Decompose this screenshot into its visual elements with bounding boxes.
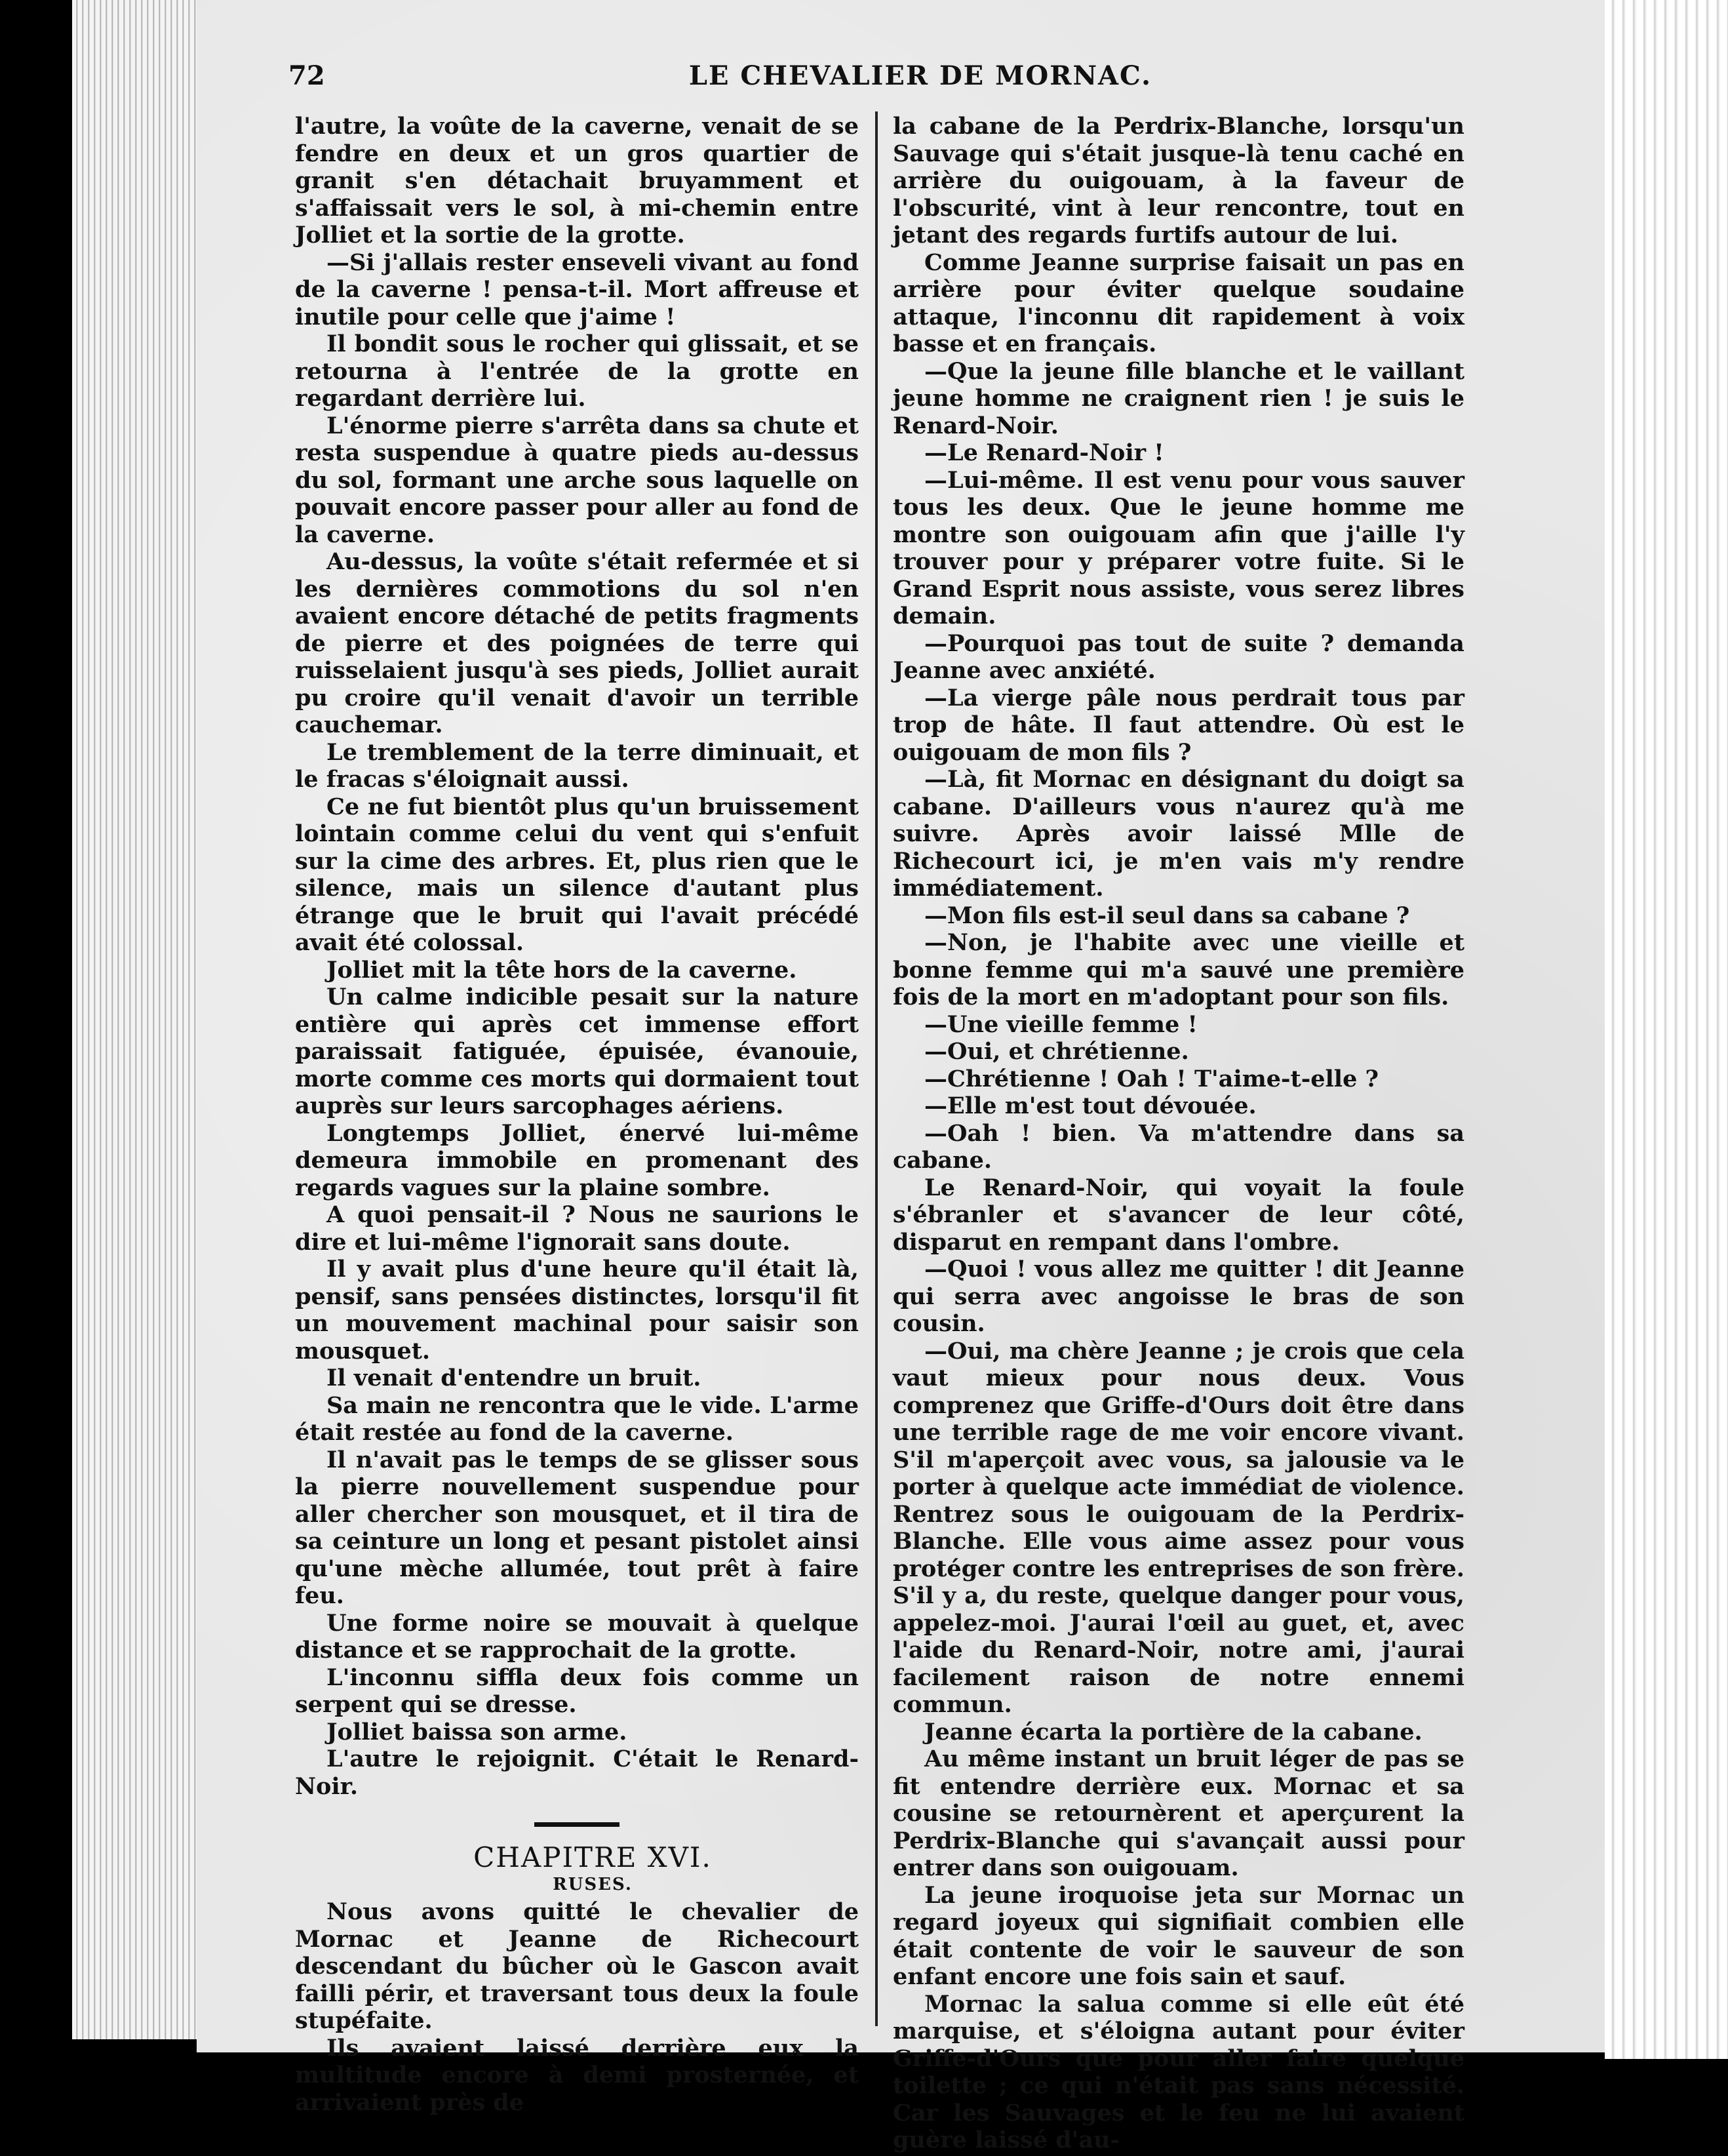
left-paragraphs-after [295, 1898, 859, 2116]
chapter-rule [534, 1822, 619, 1827]
paragraph: l'autre, la voûte de la caverne, venait de se fendre en deux et un gros quartier de granit s'en détachait bruyamment et s'affaissait vers le sol, à mi-chemin entre Jolliet et la sortie de la grotte. [295, 113, 859, 249]
paragraph: Jeanne écarta la portière de la cabane. [924, 1718, 1423, 1746]
page-edges [72, 0, 203, 2039]
left-paragraphs-before [295, 113, 859, 1800]
paragraph: Une forme noire se mouvait à quelque distance et se rapprochait de la grotte. [295, 1609, 859, 1664]
paragraph: L'autre le rejoignit. C'était le Renard-Noir. [295, 1746, 859, 1800]
paragraph: La jeune iroquoise jeta sur Mornac un regard joyeux qui signifiait combien elle était contente de voir le sauveur de son enfant encore une fois sain et sauf. [893, 1881, 1464, 1990]
paragraph: —Oui, et chrétienne. [924, 1038, 1189, 1065]
paragraph: —Le Renard-Noir ! [924, 439, 1164, 466]
paragraph: —Mon fils est-il seul dans sa cabane ? [924, 902, 1410, 929]
paragraph: Le Renard-Noir, qui voyait la foule s'ébranler et s'avancer de leur côté, disparut en rempant dans l'ombre. [893, 1174, 1464, 1256]
paragraph: —Une vieille femme ! [924, 1010, 1198, 1038]
next-page-edge [1605, 0, 1728, 2059]
paragraph: la cabane de la Perdrix-Blanche, lorsqu'un Sauvage qui s'était jusque-là tenu caché en arrière du ouigouam, à la faveur de l'obscurité, vint à leur rencontre, tout en jetant des regards furtifs autour de lui. [893, 113, 1464, 249]
paragraph: A quoi pensait-il ? Nous ne saurions le dire et lui-même l'ignorait sans doute. [295, 1201, 859, 1256]
paragraph: L'inconnu siffla deux fois comme un serpent qui se dresse. [295, 1664, 859, 1718]
paragraph: —Non, je l'habite avec une vieille et bonne femme qui m'a sauvé une première fois de la mort en m'adoptant pour son fils. [893, 929, 1464, 1010]
paragraph: Un calme indicible pesait sur la nature entière qui après cet immense effort paraissait fatiguée, épuisée, évanouie, morte comme ces morts qui dormaient tout auprès sur leurs sarcophages aériens. [295, 984, 859, 1119]
section-title: RUSES. [553, 1874, 633, 1894]
paragraph: Mornac la salua comme si elle eût été marquise, et s'éloigna autant pour éviter Griffe-d'Ours que pour aller faire quelque toilette ; ce qui n'était pas sans nécessité. Car les Sauvages et le feu ne lui avaient guère laissé d'au- [893, 1990, 1464, 2153]
paragraph: Ce ne fut bientôt plus qu'un bruissement lointain comme celui du vent qui s'enfuit sur la cime des arbres. Et, plus rien que le silence, mais un silence d'autant plus étrange que le bruit qui l'avait précédé avait été colossal. [295, 793, 859, 956]
page-number: 72 [288, 60, 325, 91]
right-paragraphs [893, 113, 1464, 2154]
paragraph: Longtemps Jolliet, énervé lui-même demeura immobile en promenant des regards vagues sur la plaine sombre. [295, 1119, 859, 1201]
paragraph: Jolliet baissa son arme. [326, 1718, 627, 1746]
paragraph: —Lui-même. Il est venu pour vous sauver tous les deux. Que le jeune homme me montre son ouigouam afin que j'aille l'y trouver pour y préparer votre fuite. Si le Grand Esprit nous assiste, vous serez libres demain. [893, 466, 1464, 629]
paragraph: —La vierge pâle nous perdrait tous par trop de hâte. Il faut attendre. Où est le ouigouam de mon fils ? [893, 684, 1464, 766]
paragraph: —Pourquoi pas tout de suite ? demanda Jeanne avec anxiété. [893, 629, 1464, 684]
paragraph: Il venait d'entendre un bruit. [326, 1365, 701, 1391]
paragraph: Au même instant un bruit léger de pas se fit entendre derrière eux. Mornac et sa cousine se retournèrent et aperçurent la Perdrix-Blanche qui s'avançait aussi pour entrer dans son ouigouam. [893, 1746, 1464, 1881]
right-column [893, 113, 1464, 2154]
paragraph: Comme Jeanne surprise faisait un pas en arrière pour éviter quelque soudaine attaque, l'inconnu dit rapidement à voix basse et en français. [893, 249, 1464, 357]
paragraph: —Quoi ! vous allez me quitter ! dit Jeanne qui serra avec angoisse le bras de son cousin. [893, 1256, 1464, 1337]
paragraph: —Oah ! bien. Va m'attendre dans sa cabane. [893, 1119, 1464, 1174]
paragraph: —Oui, ma chère Jeanne ; je crois que cela vaut mieux pour nous deux. Vous comprenez que Griffe-d'Ours doit être dans une terrible rage de me voir encore vivant. S'il m'aperçoit avec vous, sa jalousie va le porter à quelque acte immédiat de violence. Rentrez sous le ouigouam de la Perdrix-Blanche. Elle vous aime assez pour vous protéger contre les entreprises de son frère. S'il y a, du reste, quelque danger pour vous, appelez-moi. J'aurai l'œil au guet, et, avec l'aide du Renard-Noir, notre ami, j'aurai facilement raison de notre ennemi commun. [893, 1337, 1464, 1718]
paragraph: Sa main ne rencontra que le vide. L'arme était restée au fond de la caverne. [295, 1391, 859, 1446]
left-column [295, 113, 859, 2116]
paragraph: —Là, fit Mornac en désignant du doigt sa cabane. D'ailleurs vous n'aurez qu'à me suivre. Après avoir laissé Mlle de Richecourt ici, je m'en vais m'y rendre immédiatement. [893, 766, 1464, 902]
column-rule [875, 111, 878, 2026]
paragraph: —Elle m'est tout dévouée. [924, 1092, 1257, 1119]
paragraph: Le tremblement de la terre diminuait, et le fracas s'éloignait aussi. [295, 738, 859, 793]
paragraph: L'énorme pierre s'arrêta dans sa chute et resta suspendue à quatre pieds au-dessus du sol, formant une arche sous laquelle on pouvait encore passer pour aller au fond de la caverne. [295, 412, 859, 548]
paragraph: Nous avons quitté le chevalier de Mornac et Jeanne de Richecourt descendant du bûcher où le Gascon avait failli périr, et traversant tous deux la foule stupéfaite. [295, 1898, 859, 2034]
paragraph: Il bondit sous le rocher qui glissait, et se retourna à l'entrée de la grotte en regardant derrière lui. [295, 330, 859, 412]
paragraph: Il y avait plus d'une heure qu'il était là, pensif, sans pensées distinctes, lorsqu'il fit un mouvement machinal pour saisir son mousquet. [295, 1256, 859, 1365]
running-title: LE CHEVALIER DE MORNAC. [688, 60, 1152, 91]
paragraph: —Que la jeune fille blanche et le vaillant jeune homme ne craignent rien ! je suis le Renard-Noir. [893, 357, 1464, 439]
paragraph: —Chrétienne ! Oah ! T'aime-t-elle ? [924, 1065, 1379, 1092]
chapter-title: CHAPITRE XVI. [473, 1841, 712, 1873]
paragraph: Jolliet mit la tête hors de la caverne. [326, 956, 797, 984]
paragraph: Ils avaient laissé derrière eux la multitude encore à demi prosternée, et arrivaient près de [295, 2034, 859, 2116]
paragraph: Au-dessus, la voûte s'était refermée et si les dernières commotions du sol n'en avaient encore détaché de petits fragments de pierre et des poignées de terre qui ruisselaient jusqu'à ses pieds, Jolliet aurait pu croire qu'il venait d'avoir un terrible cauchemar. [295, 548, 859, 738]
paragraph: —Si j'allais rester enseveli vivant au fond de la caverne ! pensa-t-il. Mort affreuse et inutile pour celle que j'aime ! [295, 249, 859, 330]
paragraph: Il n'avait pas le temps de se glisser sous la pierre nouvellement suspendue pour aller chercher son mousquet, et il tira de sa ceinture un long et pesant pistolet ainsi qu'une mèche allumée, tout prêt à faire feu. [295, 1446, 859, 1609]
running-head [288, 60, 1552, 93]
book-page [197, 0, 1605, 2153]
